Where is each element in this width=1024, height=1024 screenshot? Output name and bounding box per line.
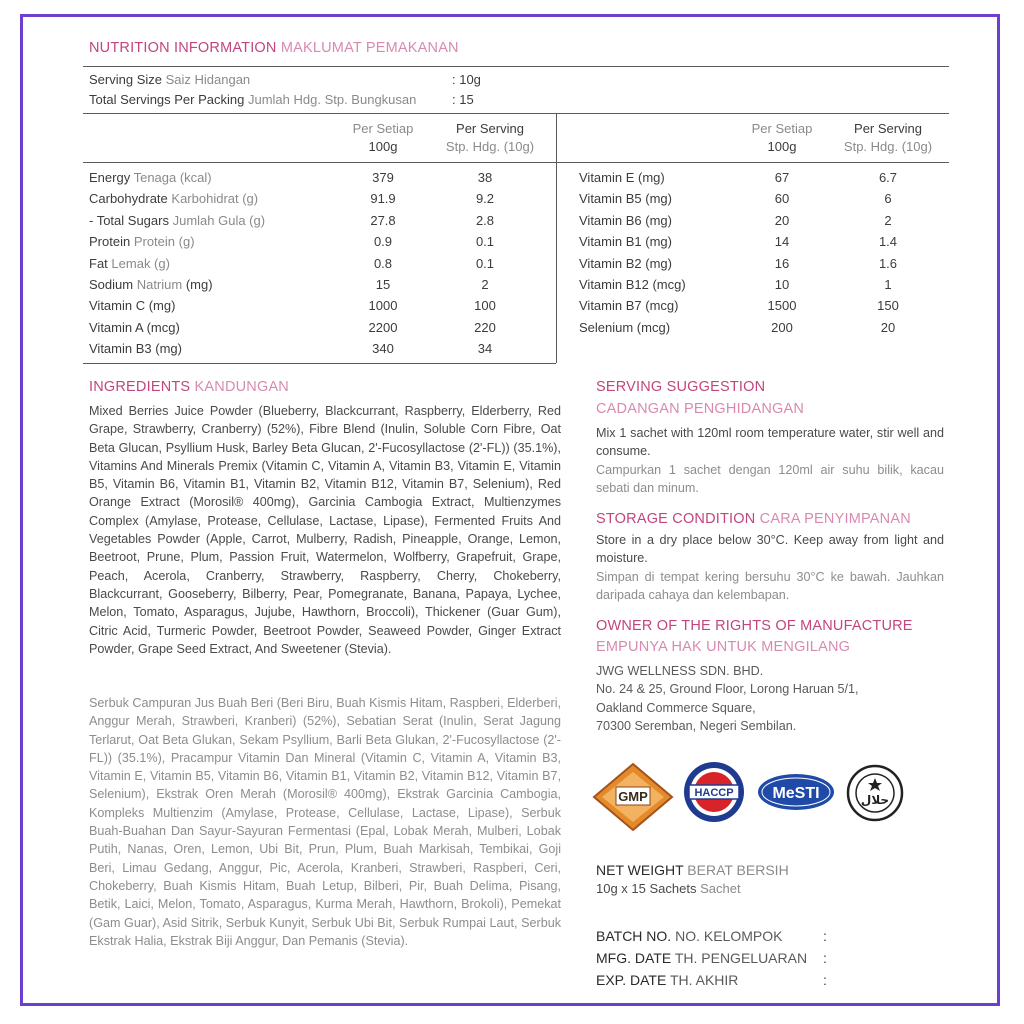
total-servings-value: : 15 xyxy=(452,92,474,107)
nutrition-title-en: NUTRITION INFORMATION xyxy=(89,40,277,56)
total-servings-label: Total Servings Per Packing Jumlah Hdg. Stp. Bungkusan xyxy=(89,92,417,107)
header-per100-right: Per Setiap 100g xyxy=(751,121,813,154)
net-weight-title: NET WEIGHT BERAT BERSIH xyxy=(596,862,789,878)
serving-suggestion-ms: Campurkan 1 sachet dengan 120ml air suhu bilik, kacau sebati dan minum. xyxy=(596,463,944,496)
nutrient-perserving: 1 xyxy=(884,277,892,292)
owner-address xyxy=(596,662,956,735)
storage-text-en: Store in a dry place below 30°C. Keep away from light and moisture. xyxy=(596,533,944,566)
batch-no-label: BATCH NO. NO. KELOMPOK xyxy=(596,928,783,944)
nutrient-perserving: 6 xyxy=(884,191,892,207)
nutrient-per100: 20 xyxy=(774,212,790,228)
rule-table-top xyxy=(83,113,949,114)
nutrient-per100: 200 xyxy=(771,319,793,335)
serving-size-label: Serving Size Saiz Hidangan xyxy=(89,72,251,87)
nutrient-per100: 15 xyxy=(375,277,391,292)
nutrient-label: Protein Protein (g) xyxy=(89,234,195,250)
nutrient-label: Carbohydrate Karbohidrat (g) xyxy=(89,191,259,207)
ingredients-title: INGREDIENTS KANDUNGAN xyxy=(89,379,289,395)
nutrient-label: Vitamin A (mcg) xyxy=(89,319,180,335)
nutrient-per100: 379 xyxy=(372,170,394,185)
header-perserving-left: Per Serving Stp. Hdg. (10g) xyxy=(445,121,535,154)
nutrition-title xyxy=(89,40,459,56)
owner-title-ms: EMPUNYA HAK UNTUK MENGILANG xyxy=(596,639,851,655)
nutrient-per100: 60 xyxy=(774,191,790,207)
nutrient-label: Energy Tenaga (kcal) xyxy=(89,170,212,185)
nutrient-per100: 14 xyxy=(774,234,790,250)
halal-logo xyxy=(846,764,904,822)
nutrient-label: Vitamin B6 (mg) xyxy=(579,212,672,228)
nutrient-perserving: 150 xyxy=(877,298,899,314)
nutrient-perserving: 6.7 xyxy=(878,170,898,185)
serving-suggestion-title-ms: CADANGAN PENGHIDANGAN xyxy=(596,401,805,417)
haccp-logo xyxy=(682,760,746,824)
nutrient-per100: 0.8 xyxy=(373,255,393,271)
svg-text:HACCP: HACCP xyxy=(694,787,734,799)
nutrient-perserving: 0.1 xyxy=(475,234,495,250)
nutrient-per100: 91.9 xyxy=(370,191,396,207)
nutrient-per100: 340 xyxy=(372,341,394,357)
serving-suggestion-title: SERVING SUGGESTION xyxy=(596,379,766,395)
batch-no-colon: : xyxy=(823,928,827,944)
nutrient-label: Vitamin B3 (mg) xyxy=(89,341,182,357)
owner-address-line2: Oakland Commerce Square, xyxy=(596,700,756,715)
nutrient-perserving: 9.2 xyxy=(475,191,495,207)
nutrient-label: Selenium (mcg) xyxy=(579,319,671,335)
svg-text:GMP: GMP xyxy=(618,789,648,804)
nutrient-label: Vitamin C (mg) xyxy=(89,298,176,314)
nutrient-label: - Total Sugars Jumlah Gula (g) xyxy=(89,212,266,228)
nutrient-perserving: 20 xyxy=(880,319,896,335)
nutrient-per100: 2200 xyxy=(368,319,398,335)
nutrient-perserving: 0.1 xyxy=(475,255,495,271)
nutrient-label: Vitamin E (mg) xyxy=(579,170,665,185)
nutrient-perserving: 34 xyxy=(477,341,493,357)
nutrient-per100: 1000 xyxy=(368,298,398,314)
nutrient-per100: 16 xyxy=(774,255,790,271)
table-divider xyxy=(556,113,557,363)
ingredients-text-ms: Serbuk Campuran Jus Buah Beri (Beri Biru, Buah Kismis Hitam, Raspberi, Elderberi, Anggur Merah, Strawberi, Kranberi) (52%), Sebatian Serat (Inulin, Serat Jagung Terlarut, Oat Beta Glukan, Sekam Psyllium, Barli Beta Glukan, 2'-Fucosyllactose (2'-FL)) (35.1%), Pracampur Vitamin Dan Mineral (Vitamin C, Vitamin A, Vitamin B3, Vitamin E, Vitamin B5, Vitamin B6, Vitamin B1, Vitamin B2, Vitamin B12, Vitamin B7, Selenium), Ekstrak Oren Merah (Morosil® 400mg), Ekstrak Garcinia Cambogia, Kompleks Multienzim (Amylase, Protease, Cellulase, Lactase, Lipase), Serbuk Buah-Buahan Dan Sayur-Sayuran Fermentasi (Epal, Lobak Merah, Mulberi, Lobak Putih, Nanas, Oren, Lemon, Ubi Bit, Prun, Plum, Buah Markisah, Tembikai, Goji Beri, Limau Gedang, Anggur, Pic, Acerola, Kranberi, Strawberi, Raspberi, Ceri, Chokeberry, Buah Kismis Hitam, Buah Letup, Bilberi, Pir, Buah Delima, Pisang, Betik, Laici, Melon, Tomato, Asparagus, Kurma Merah, Hawthorn, Brokoli), Pemekat (Gam Guar), Asid Sitrik, Serbuk Kunyit, Serbuk Ubi Bit, Serbuk Rumpai Laut, Serbuk Ekstrak Halia, Ekstrak Biji Anggur, Dan Pemanis (Stevia). xyxy=(89,696,561,948)
nutrient-perserving: 2.8 xyxy=(475,212,495,228)
mfg-date-label: MFG. DATE TH. PENGELUARAN xyxy=(596,950,808,966)
nutrient-label: Vitamin B1 (mg) xyxy=(579,234,672,250)
nutrient-label: Vitamin B5 (mg) xyxy=(579,191,672,207)
nutrient-label: Sodium Natrium (mg) xyxy=(89,277,213,292)
mfg-date-colon: : xyxy=(823,950,827,966)
net-weight-value: 10g x 15 Sachets Sachet xyxy=(596,881,741,896)
svg-text:حلال: حلال xyxy=(860,793,890,807)
nutrient-perserving: 1.4 xyxy=(878,234,898,250)
rule-header-bottom xyxy=(83,162,949,163)
nutrient-label: Fat Lemak (g) xyxy=(89,255,170,271)
nutrient-perserving: 1.6 xyxy=(878,255,898,271)
exp-date-label: EXP. DATE TH. AKHIR xyxy=(596,972,739,988)
nutrient-perserving: 2 xyxy=(481,277,489,292)
nutrient-per100: 67 xyxy=(774,170,790,185)
header-perserving-right: Per Serving Stp. Hdg. (10g) xyxy=(843,121,933,154)
rule-table-bottom xyxy=(83,363,556,364)
storage-text-ms: Simpan di tempat kering bersuhu 30°C ke bawah. Jauhkan daripada cahaya dan kelembapan. xyxy=(596,570,944,603)
serving-suggestion-en: Mix 1 sachet with 120ml room temperature water, stir well and consume. xyxy=(596,426,944,459)
nutrient-per100: 27.8 xyxy=(370,212,396,228)
nutrient-label: Vitamin B7 (mcg) xyxy=(579,298,679,314)
nutrient-per100: 10 xyxy=(774,277,790,292)
exp-date-colon: : xyxy=(823,972,827,988)
nutrient-perserving: 100 xyxy=(474,298,496,314)
storage-title: STORAGE CONDITION CARA PENYIMPANAN xyxy=(596,511,911,527)
owner-title: OWNER OF THE RIGHTS OF MANUFACTURE xyxy=(596,618,913,634)
nutrient-perserving: 2 xyxy=(884,212,892,228)
nutrient-per100: 1500 xyxy=(767,298,797,314)
nutrient-label: Vitamin B2 (mg) xyxy=(579,255,672,271)
serving-size-value: : 10g xyxy=(452,72,481,87)
nutrient-perserving: 38 xyxy=(477,170,493,185)
ingredients-text-en: Mixed Berries Juice Powder (Blueberry, Blackcurrant, Raspberry, Elderberry, Red Grape, Strawberry, Cranberry) (52%), Fibre Blend (Inulin, Soluble Corn Fibre, Oat Beta Glucan, Psyllium Husk, Barley Beta Glucan, 2'-Fucosyllactose (2'-FL)) (35.1%), Vitamins And Minerals Premix (Vitamin C, Vitamin A, Vitamin B3, Vitamin E, Vitamin B5, Vitamin B6, Vitamin B1, Vitamin B2, Vitamin B12, Vitamin B7, Selenium), Red Orange Extract (Morosil® 400mg), Garcinia Cambogia Extract, Multienzymes Complex (Amylase, Protease, Cellulase, Lactase, Lipase), Fermented Fruits And Vegetables Powder (Apple, Carrot, Mulberry, Radish, Pineapple, Orange, Lemon, Beetroot, Prune, Plum, Passion Fruit, Watermelon, Wolfberry, Grapefruit, Grape, Peach, Acerola, Cranberry, Strawberry, Raspberry, Cherry, Chokeberry, Blackcurrant, Gooseberry, Bilberry, Pear, Pomegranate, Banana, Papaya, Lychee, Melon, Tomato, Asparagus, Jujube, Hawthorn, Broccoli), Thickener (Guar Gum), Citric Acid, Turmeric Powder, Beetroot Powder, Seaweed Powder, Ginger Extract Powder, Grape Seed Extract, And Sweetener (Stevia). xyxy=(89,404,561,656)
owner-company: JWG WELLNESS SDN. BHD. xyxy=(596,664,764,678)
nutrient-label: Vitamin B12 (mcg) xyxy=(579,277,686,292)
nutrient-per100: 0.9 xyxy=(373,234,393,250)
mesti-logo xyxy=(756,772,836,812)
svg-text:MeSTI: MeSTI xyxy=(772,785,820,802)
rule-top xyxy=(83,66,949,67)
owner-address-line3: 70300 Seremban, Negeri Sembilan. xyxy=(596,718,797,733)
owner-address-line1: No. 24 & 25, Ground Floor, Lorong Haruan 5/1, xyxy=(596,682,859,697)
gmp-logo xyxy=(592,762,674,832)
nutrient-perserving: 220 xyxy=(474,319,496,335)
nutrition-title-ms: MAKLUMAT PEMAKANAN xyxy=(280,40,459,56)
header-per100-left: Per Setiap 100g xyxy=(352,121,414,154)
